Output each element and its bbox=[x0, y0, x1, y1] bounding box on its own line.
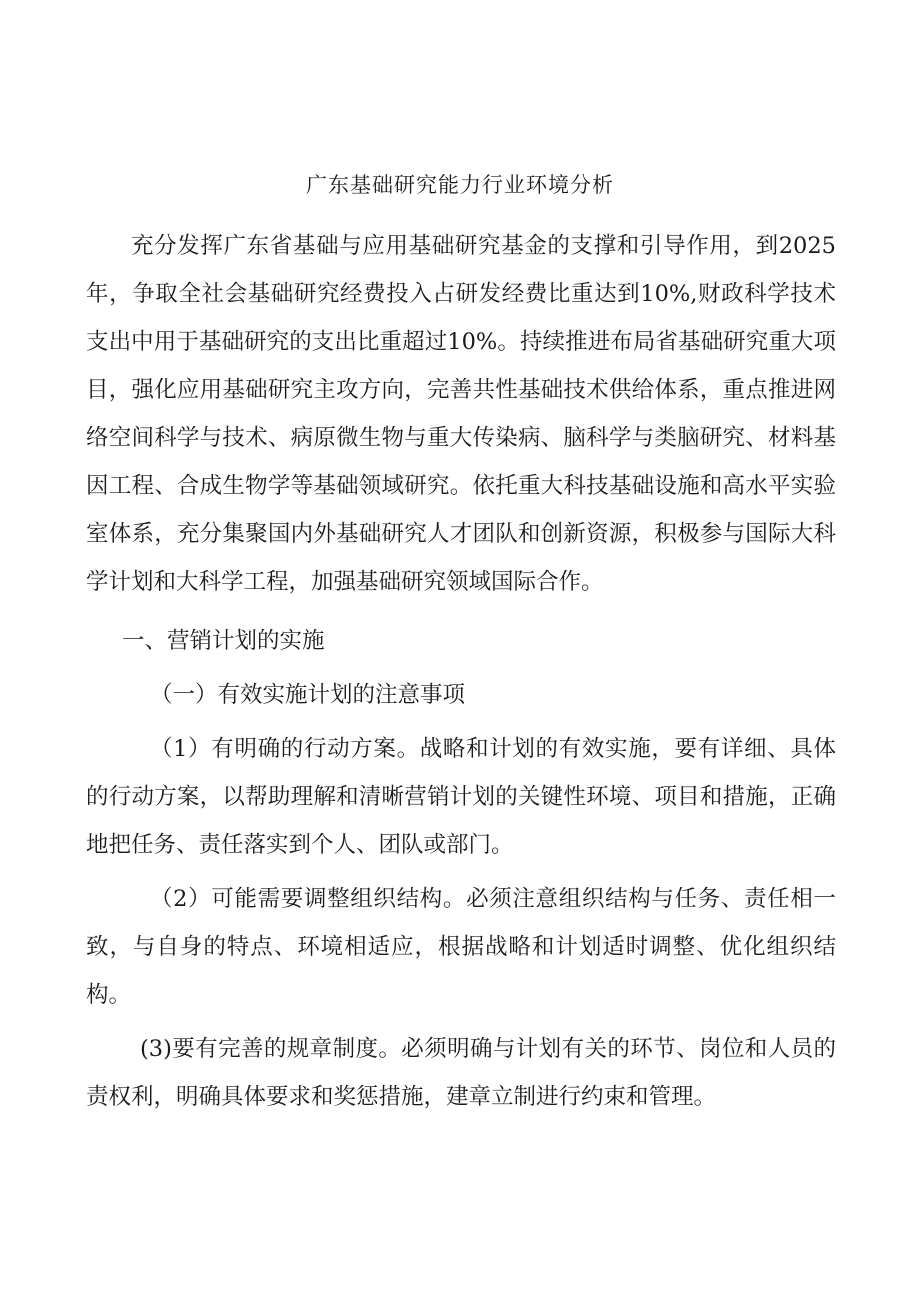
subsection-heading: （一）有效实施计划的注意事项 bbox=[150, 682, 466, 708]
document-body bbox=[86, 222, 836, 1121]
list-item-2: （2）可能需要调整组织结构。必须注意组织结构与任务、责任相一致，与自身的特点、环境相适应，根据战略和计划适时调整、优化组织结构。 bbox=[86, 886, 836, 1008]
list-item-1: （1）有明确的行动方案。战略和计划的有效实施，要有详细、具体的行动方案，以帮助理解和清晰营销计划的关键性环境、项目和措施，正确地把任务、责任落实到个人、团队或部门。 bbox=[86, 736, 836, 858]
intro-paragraph: 充分发挥广东省基础与应用基础研究基金的支撑和引导作用，到2025年，争取全社会基础研究经费投入占研发经费比重达到10%,财政科学技术支出中用于基础研究的支出比重超过10%。持续推进布局省基础研究重大项目，强化应用基础研究主攻方向，完善共性基础技术供给体系，重点推进网络空间科学与技术、病原微生物与重大传染病、脑科学与类脑研究、材料基因工程、合成生物学等基础领域研究。依托重大科技基础设施和高水平实验室体系，充分集聚国内外基础研究人才团队和创新资源，积极参与国际大科学计划和大科学工程，加强基础研究领域国际合作。 bbox=[86, 233, 836, 595]
section-heading: 一、营销计划的实施 bbox=[122, 628, 325, 654]
document-title: 广东基础研究能力行业环境分析 bbox=[306, 173, 614, 197]
list-item-3: (3)要有完善的规章制度。必须明确与计划有关的环节、岗位和人员的责权利，明确具体要求和奖惩措施，建章立制进行约束和管理。 bbox=[86, 1036, 836, 1110]
